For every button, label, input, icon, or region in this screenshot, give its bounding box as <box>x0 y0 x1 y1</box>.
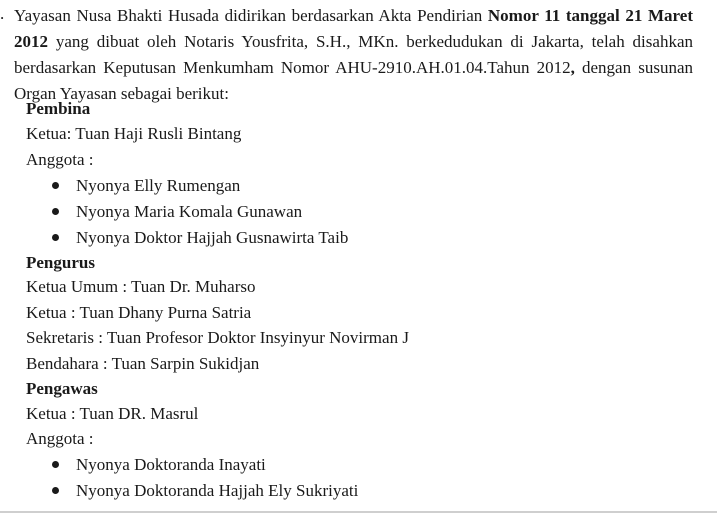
pengurus-heading: Pengurus <box>26 253 95 272</box>
list-marker: . <box>0 4 5 23</box>
pengurus-line-sekretaris: Sekretaris : Tuan Profesor Doktor Insyinyur Novirman J <box>26 328 409 347</box>
list-item <box>52 225 348 251</box>
pengurus-line-ketua-umum: Ketua Umum : Tuan Dr. Muharso <box>26 277 256 296</box>
pengurus-line-bendahara: Bendahara : Tuan Sarpin Sukidjan <box>26 354 260 373</box>
pengurus-line-ketua: Ketua : Tuan Dhany Purna Satria <box>26 303 252 322</box>
pembina-anggota-2: Nyonya Maria Komala Gunawan <box>76 202 303 221</box>
bullet-icon <box>52 487 59 494</box>
pembina-anggota-3: Nyonya Doktor Hajjah Gusnawirta Taib <box>76 228 349 247</box>
bullet-icon <box>52 182 59 189</box>
pengawas-heading: Pengawas <box>26 379 98 398</box>
pembina-anggota-label: Anggota : <box>26 150 94 169</box>
list-item <box>52 478 358 504</box>
bullet-icon <box>52 461 59 468</box>
pembina-heading: Pembina <box>26 99 91 118</box>
intro-paragraph <box>14 3 693 107</box>
bullet-icon <box>52 234 59 241</box>
intro-deed-number: Nomor 11 tanggal 21 Maret 2012 <box>14 6 693 51</box>
pengawas-anggota-1: Nyonya Doktoranda Inayati <box>76 455 266 474</box>
intro-bold-comma: , <box>570 58 575 77</box>
list-item <box>52 199 302 225</box>
pengawas-ketua: Ketua : Tuan DR. Masrul <box>26 404 199 423</box>
pembina-anggota-1: Nyonya Elly Rumengan <box>76 176 241 195</box>
intro-text-1: Yayasan Nusa Bhakti Husada didirikan berdasarkan Akta Pendirian <box>14 6 488 25</box>
list-item <box>52 452 266 478</box>
intro-text-2: yang dibuat oleh Notaris Yousfrita, S.H., MKn. berkedudukan di Jakarta, telah disahkan berdasarkan Keputusan Menkumham Nomor AHU-2910.AH.01.04.Tahun 2012 <box>14 32 693 77</box>
bottom-divider <box>0 511 717 513</box>
pengawas-anggota-2: Nyonya Doktoranda Hajjah Ely Sukriyati <box>76 481 359 500</box>
pengawas-anggota-label: Anggota : <box>26 429 94 448</box>
pembina-ketua: Ketua: Tuan Haji Rusli Bintang <box>26 124 242 143</box>
intro-text-3: dengan susunan Organ Yayasan sebagai berikut: <box>14 58 693 103</box>
bullet-icon <box>52 208 59 215</box>
list-item <box>52 173 240 199</box>
